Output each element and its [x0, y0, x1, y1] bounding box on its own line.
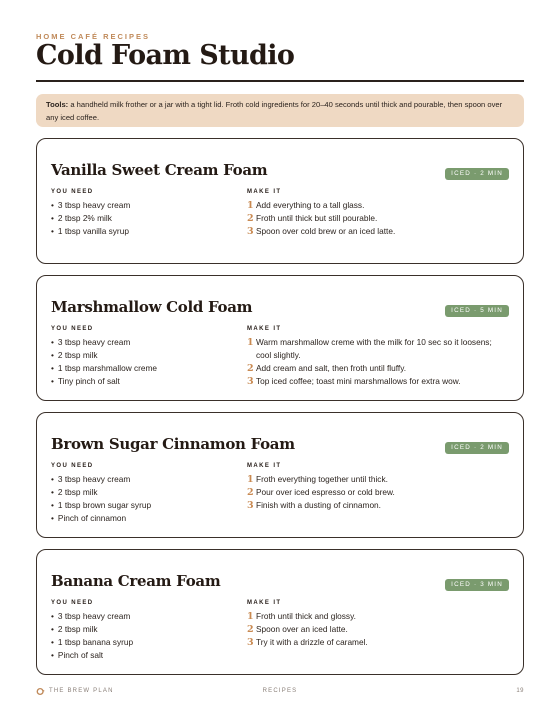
make-it-heading: MAKE IT	[247, 463, 282, 469]
ingredient-item: • 1 tbsp marshmallow creme	[51, 362, 236, 375]
step-text: Spoon over an iced latte.	[256, 624, 348, 634]
footer-section: RECIPES	[262, 688, 298, 694]
time-badge: ICED · 3 MIN	[445, 579, 509, 591]
you-need-heading: YOU NEED	[51, 189, 94, 195]
step-number: 1	[247, 200, 254, 211]
ingredient-item: • 2 tbsp milk	[51, 486, 236, 499]
step-text: Froth everything together until thick.	[256, 474, 388, 484]
recipe-title: Brown Sugar Cinnamon Foam	[51, 435, 295, 453]
step-number: 2	[247, 487, 254, 498]
step-text: Warm marshmallow creme with the milk for 10 sec so it loosens; cool slightly.	[256, 337, 492, 360]
tools-label: Tools:	[46, 100, 69, 109]
step-number: 1	[247, 474, 254, 485]
eyebrow-label: HOME CAFÉ RECIPES	[36, 32, 151, 41]
ingredient-list	[51, 336, 236, 388]
recipe-card-banana	[36, 549, 524, 675]
ingredient-item: • 3 tbsp heavy cream	[51, 199, 236, 212]
time-badge: ICED · 5 MIN	[445, 305, 509, 317]
make-it-heading: MAKE IT	[247, 189, 282, 195]
tools-callout	[36, 94, 524, 127]
step-text: Froth until thick and glossy.	[256, 611, 356, 621]
tools-text: a handheld milk frother or a jar with a tight lid. Froth cold ingredients for 20–40 seconds until thick and pourable, then spoon over any iced coffee.	[46, 100, 503, 122]
ingredient-item: • 3 tbsp heavy cream	[51, 336, 236, 349]
ingredient-item: • Pinch of salt	[51, 649, 236, 662]
step-text: Top iced coffee; toast mini marshmallows for extra wow.	[256, 376, 461, 386]
page-number: 19	[516, 688, 524, 694]
step-text: Spoon over cold brew or an iced latte.	[256, 226, 396, 236]
ingredient-item: • Tiny pinch of salt	[51, 375, 236, 388]
ingredient-item: • 3 tbsp heavy cream	[51, 473, 236, 486]
step-item	[247, 375, 509, 388]
step-item	[247, 212, 509, 225]
step-number: 3	[247, 376, 254, 387]
step-item	[247, 336, 509, 362]
ingredient-item: • 1 tbsp brown sugar syrup	[51, 499, 236, 512]
step-text: Finish with a dusting of cinnamon.	[256, 500, 381, 510]
step-list	[247, 199, 509, 238]
recipe-title: Marshmallow Cold Foam	[51, 298, 253, 316]
step-text: Froth until thick but still pourable.	[256, 213, 378, 223]
title-rule	[36, 80, 524, 82]
step-number: 3	[247, 637, 254, 648]
make-it-heading: MAKE IT	[247, 600, 282, 606]
ingredient-item: • 1 tbsp banana syrup	[51, 636, 236, 649]
ingredient-item: • Pinch of cinnamon	[51, 512, 236, 525]
time-badge: ICED · 2 MIN	[445, 442, 509, 454]
ingredient-item: • 2 tbsp milk	[51, 349, 236, 362]
ingredient-list	[51, 610, 236, 662]
recipe-title: Banana Cream Foam	[51, 572, 221, 590]
step-number: 2	[247, 624, 254, 635]
ingredient-item: • 2 tbsp milk	[51, 623, 236, 636]
step-item	[247, 610, 509, 623]
step-number: 3	[247, 226, 254, 237]
step-number: 3	[247, 500, 254, 511]
step-text: Try it with a drizzle of caramel.	[256, 637, 368, 647]
step-item	[247, 473, 509, 486]
step-item	[247, 636, 509, 649]
ingredient-list	[51, 473, 236, 525]
step-number: 1	[247, 337, 254, 348]
step-item	[247, 499, 509, 512]
step-text: Add cream and salt, then froth until fluffy.	[256, 363, 407, 373]
step-list	[247, 610, 509, 649]
you-need-heading: YOU NEED	[51, 326, 94, 332]
step-number: 2	[247, 213, 254, 224]
step-number: 1	[247, 611, 254, 622]
ingredient-list	[51, 199, 236, 238]
recipe-card-brown-sugar	[36, 412, 524, 538]
recipe-card-marshmallow	[36, 275, 524, 401]
ingredient-item: • 1 tbsp vanilla syrup	[51, 225, 236, 238]
step-text: Add everything to a tall glass.	[256, 200, 365, 210]
step-text: Pour over iced espresso or cold brew.	[256, 487, 395, 497]
recipe-title: Vanilla Sweet Cream Foam	[51, 161, 268, 179]
recipe-card-vanilla	[36, 138, 524, 264]
ingredient-item: • 2 tbsp 2% milk	[51, 212, 236, 225]
step-list	[247, 473, 509, 512]
step-item	[247, 225, 509, 238]
make-it-heading: MAKE IT	[247, 326, 282, 332]
step-item	[247, 486, 509, 499]
ingredient-item: • 3 tbsp heavy cream	[51, 610, 236, 623]
step-number: 2	[247, 363, 254, 374]
step-list	[247, 336, 509, 388]
footer-brand: THE BREW PLAN	[49, 688, 114, 694]
step-item	[247, 362, 509, 375]
recipe-page	[36, 0, 524, 725]
time-badge: ICED · 2 MIN	[445, 168, 509, 180]
page-title: Cold Foam Studio	[36, 40, 295, 71]
step-item	[247, 623, 509, 636]
you-need-heading: YOU NEED	[51, 600, 94, 606]
step-item	[247, 199, 509, 212]
page-footer	[36, 688, 524, 698]
you-need-heading: YOU NEED	[51, 463, 94, 469]
